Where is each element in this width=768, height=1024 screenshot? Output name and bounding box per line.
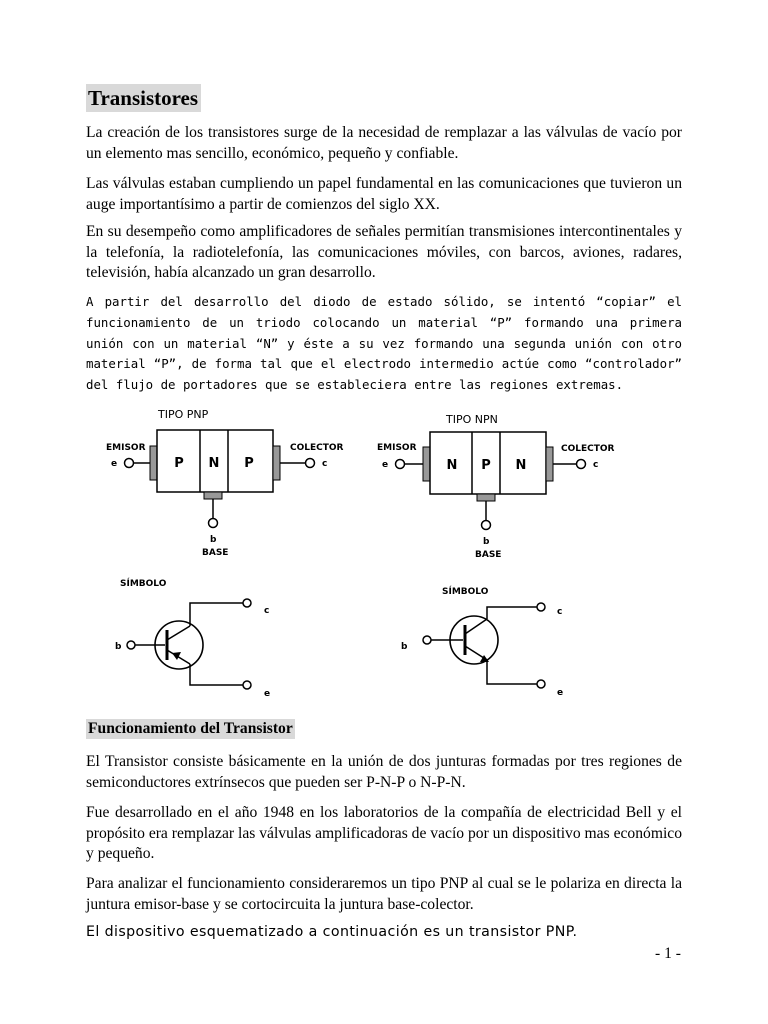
npn-collector-contact (546, 447, 553, 481)
npn-collector-terminal-circle (577, 460, 586, 469)
pnp-collector-terminal-circle (306, 459, 315, 468)
npn-collector-label: COLECTOR (561, 444, 615, 454)
npn-symbol-c: c (557, 607, 563, 617)
paragraph-amplifiers: En su desempeño como amplificadores de señales permitían transmisiones intercontinentales y la telefonía, la radiotelefonía, las comunicaciones móviles, con barcos, aviones, radares, televisión, había alcanzado un gran desarrollo. (86, 223, 682, 281)
pnp-symbol (115, 577, 270, 699)
pnp-symbol-base-terminal (127, 641, 135, 649)
pnp-emitter-terminal: e (111, 459, 118, 469)
npn-emitter-terminal: e (382, 460, 389, 470)
pnp-collector-contact (273, 446, 280, 480)
npn-base-label: BASE (475, 550, 502, 560)
pnp-region-1: P (174, 456, 184, 471)
npn-symbol (401, 585, 563, 698)
pnp-base-terminal: b (210, 535, 217, 545)
paragraph-valves: Las válvulas estaban cumpliendo un papel fundamental en las comunicaciones que tuvieron un auge importantísimo a partir de comienzos del siglo XX. (86, 175, 682, 213)
paragraph-device: El dispositivo esquematizado a continuación es un transistor PNP. (86, 924, 578, 940)
section-heading: Funcionamiento del Transistor (88, 720, 293, 737)
paragraph-intro: La creación de los transistores surge de la necesidad de remplazar a las válvulas de vacío por un elemento mas sencillo, económico, pequeño y confiable. (86, 124, 682, 162)
pnp-title: TIPO PNP (158, 408, 209, 421)
npn-title: TIPO NPN (446, 413, 498, 426)
paragraph-history: Fue desarrollado en el año 1948 en los laboratorios de la compañía de electricidad Bell y el propósito era remplazar las válvulas amplificadoras de vacío por un dispositivo mas económico y pequeño. (86, 804, 682, 862)
paragraph-analysis: Para analizar el funcionamiento consideraremos un tipo PNP al cual se le polariza en directa la juntura emisor-base y se cortocircuita la juntura base-colector. (86, 875, 682, 913)
pnp-symbol-c: c (264, 606, 270, 616)
pnp-structure (106, 408, 344, 558)
pnp-emitter-terminal-circle (125, 459, 134, 468)
pnp-symbol-b: b (115, 642, 122, 652)
pnp-symbol-e: e (264, 689, 271, 699)
pnp-emitter-arrow (172, 652, 181, 660)
pnp-region-2: N (208, 456, 220, 471)
pnp-symbol-label: SÍMBOLO (120, 579, 167, 589)
pnp-base-label: BASE (202, 548, 229, 558)
npn-symbol-b: b (401, 642, 408, 652)
pnp-emitter-label: EMISOR (106, 443, 146, 453)
npn-region-3: N (515, 458, 527, 473)
npn-emitter-label: EMISOR (377, 443, 417, 453)
npn-region-2: P (481, 458, 491, 473)
npn-symbol-e: e (557, 688, 564, 698)
npn-base-contact (477, 494, 495, 501)
npn-base-terminal-circle (482, 521, 491, 530)
npn-region-1: N (446, 458, 458, 473)
pnp-region-3: P (244, 456, 254, 471)
transistor-diagram (0, 400, 768, 705)
pnp-collector-terminal: c (322, 459, 328, 469)
npn-structure (377, 413, 615, 560)
paragraph-diode: A partir del desarrollo del diodo de estado sólido, se intentó “copiar” el funcionamiento de un triodo colocando un material “P” formando una primera unión con un material “N” y éste a su vez formando una segunda unión con otro material “P”, de forma tal que el electrodo intermedio actúe como “controlador” del flujo de portadores que se estableciera entre las regiones extremas. (86, 294, 682, 393)
pnp-base-terminal-circle (209, 519, 218, 528)
npn-symbol-emitter-terminal (537, 680, 545, 688)
pnp-emitter-contact (150, 446, 157, 480)
pnp-symbol-collector-terminal (243, 599, 251, 607)
npn-emitter-terminal-circle (396, 460, 405, 469)
paragraph-junctions: El Transistor consiste básicamente en la unión de dos junturas formadas por tres regiones de semiconductores extrínsecos que pueden ser P-N-P o N-P-N. (86, 753, 682, 791)
pnp-base-contact (204, 492, 222, 499)
pnp-symbol-emitter-terminal (243, 681, 251, 689)
pnp-collector-label: COLECTOR (290, 443, 344, 453)
page-title: Transistores (86, 84, 201, 112)
page-number: - 1 - (655, 945, 681, 962)
npn-symbol-base-terminal (423, 636, 431, 644)
npn-symbol-collector-terminal (537, 603, 545, 611)
npn-base-terminal: b (483, 537, 490, 547)
npn-symbol-label: SÍMBOLO (442, 587, 489, 597)
npn-collector-terminal: c (593, 460, 599, 470)
npn-emitter-contact (423, 447, 430, 481)
